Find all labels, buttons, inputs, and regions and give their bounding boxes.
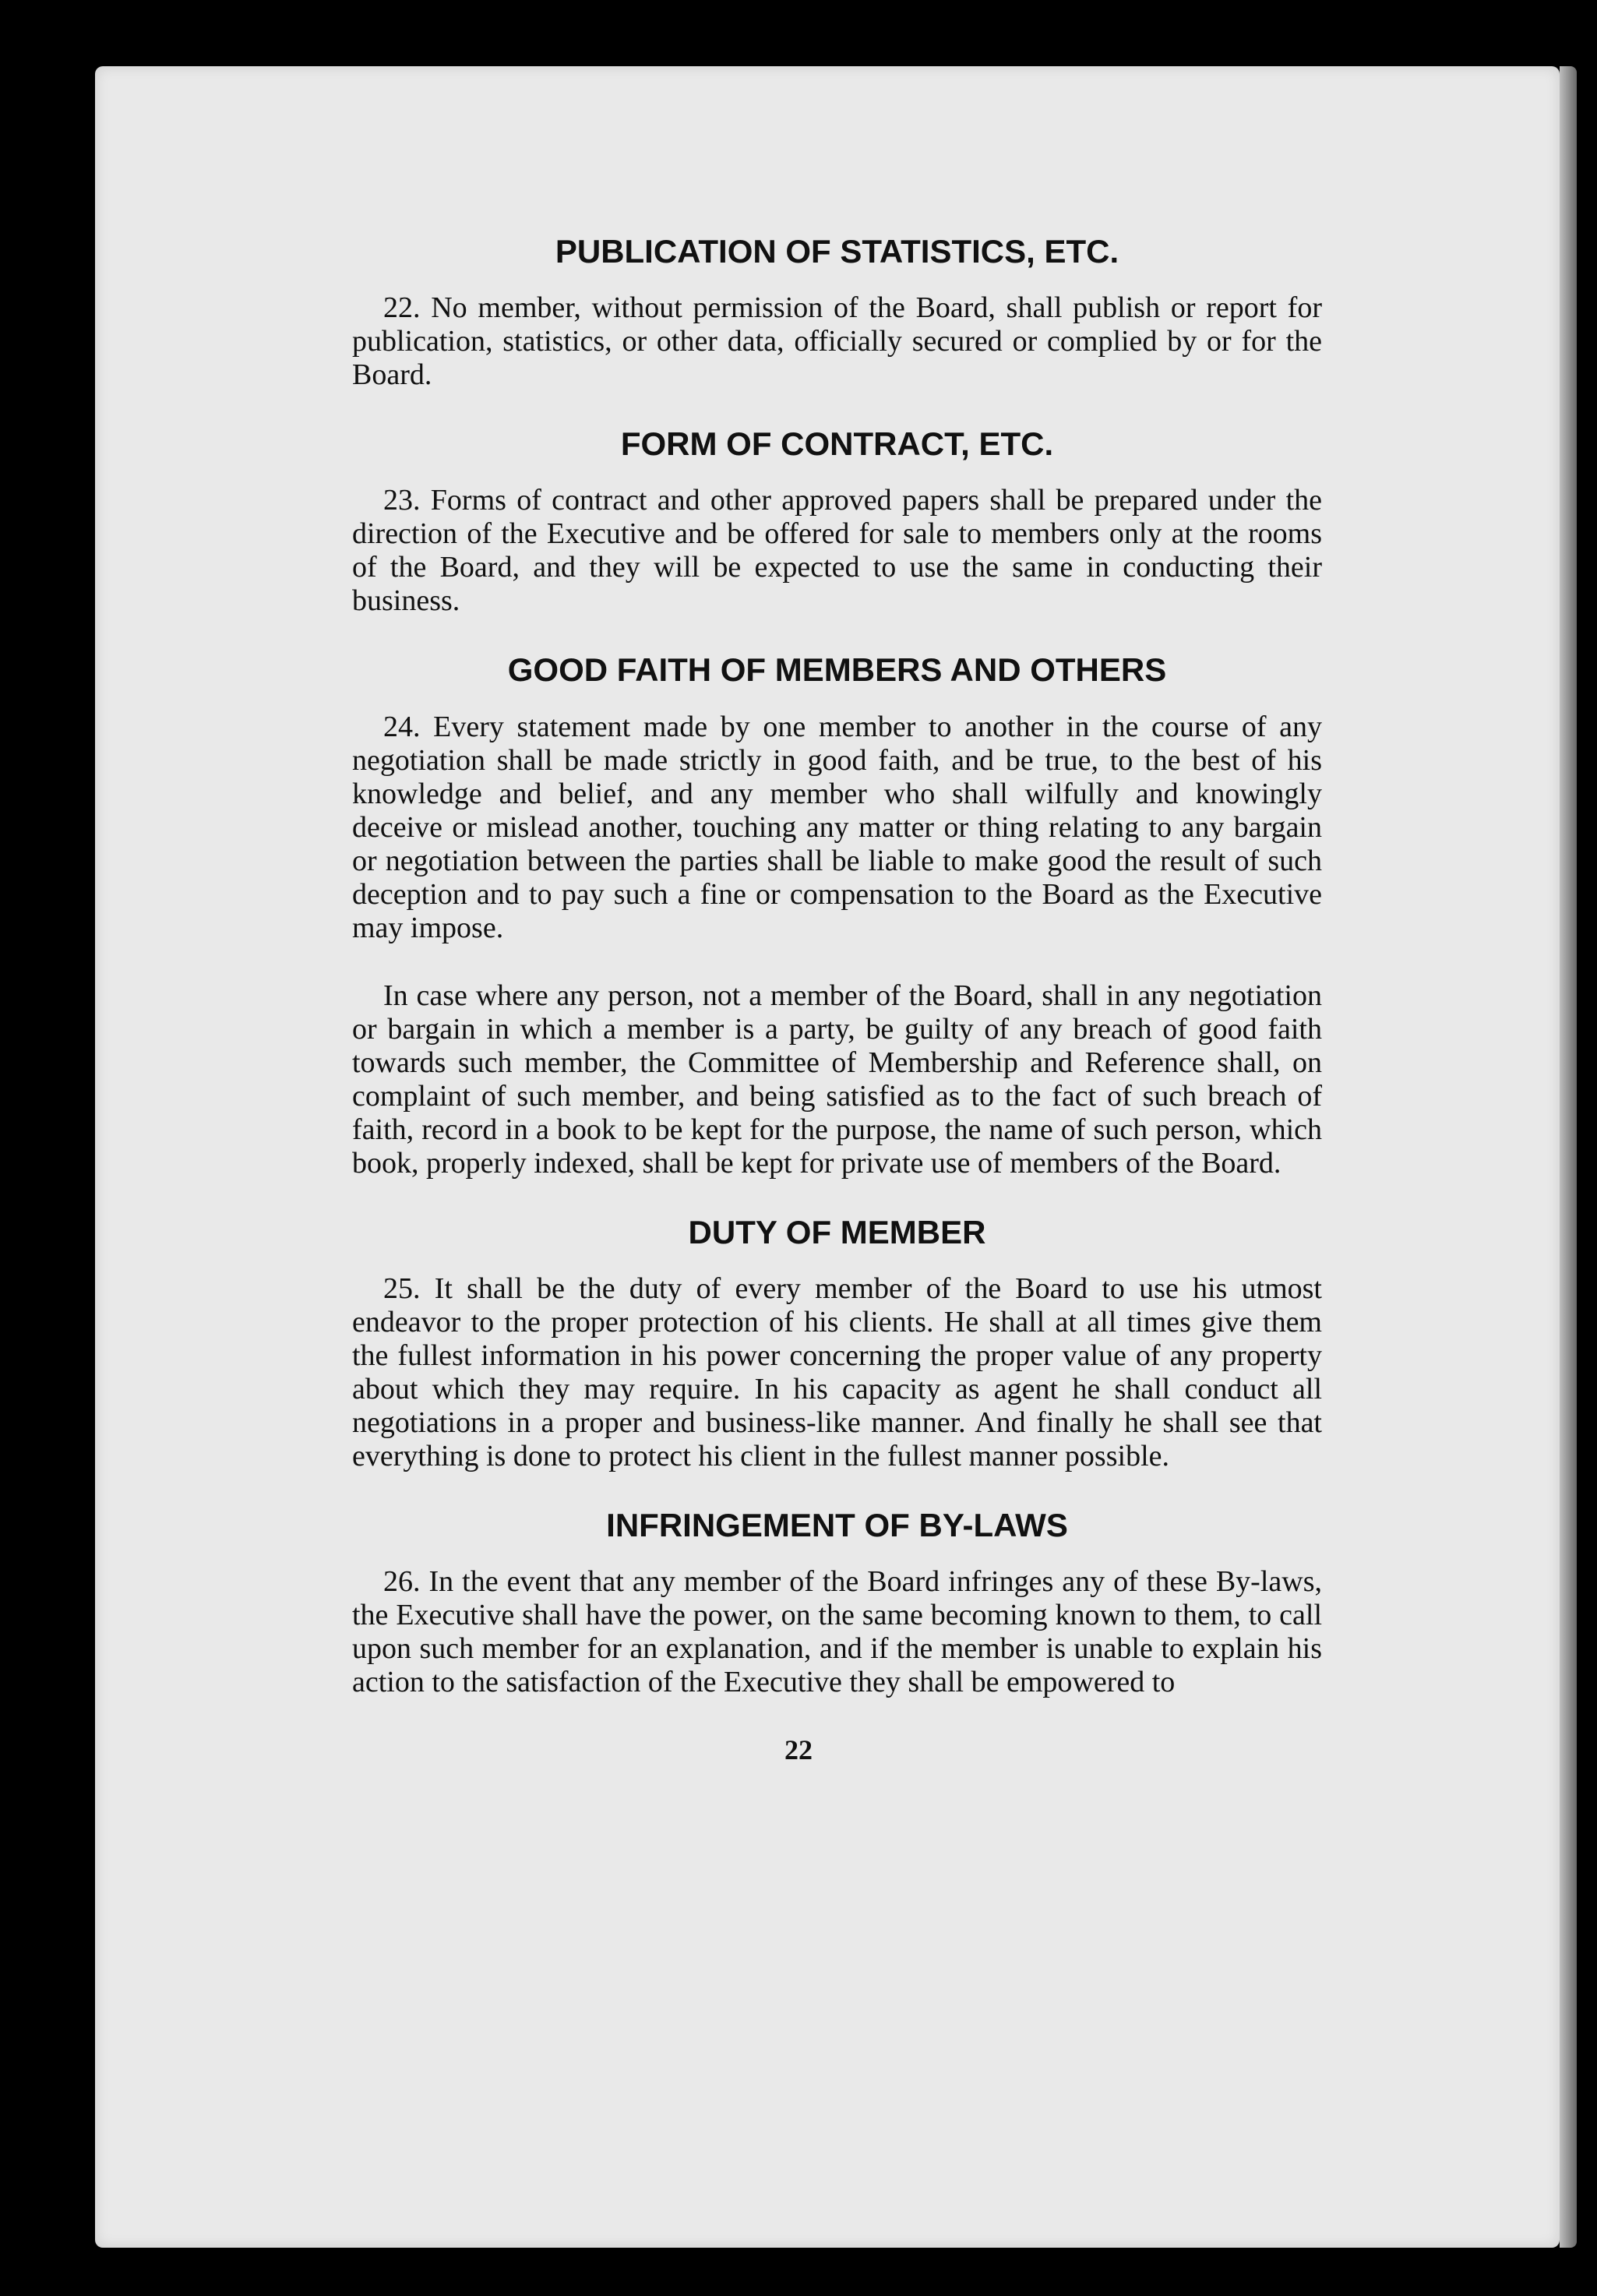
heading-infringement-of-by-laws: INFRINGEMENT OF BY-LAWS xyxy=(606,1506,1068,1543)
page-edge xyxy=(1560,66,1577,2248)
heading-publication-of-statistics: PUBLICATION OF STATISTICS, ETC. xyxy=(555,233,1119,270)
paragraph-22: 22. No member, without permission of the Board, shall publish or report for publication, statistics, or other data, officially secured or complied by or for the Board. xyxy=(352,291,1322,392)
page-number: 22 xyxy=(784,1734,813,1765)
paragraph-26: 26. In the event that any member of the Board infringes any of these By-laws, the Executive shall have the power, on the same becoming known to them, to call upon such member for an explanation, and if the member is unable to explain his action to the satisfaction of the Executive they shall be empowered to xyxy=(352,1564,1322,1698)
paragraph-25: 25. It shall be the duty of every member of the Board to use his utmost endeavor to the proper protection of his clients. He shall at all times give them the fullest information in his power concerning the proper value of any property about which they may require. In his capacity as agent he shall conduct all negotiations in a proper and business-like manner. And finally he shall see that everything is done to protect his client in the fullest manner possible. xyxy=(352,1271,1322,1472)
heading-duty-of-member: DUTY OF MEMBER xyxy=(688,1213,986,1250)
page-content xyxy=(352,234,1322,1733)
paragraph-24-continued: In case where any person, not a member of the Board, shall in any negotiation or bargain in which a member is a party, be guilty of any breach of good faith towards such member, the Committee of Membership and Reference shall, on complaint of such member, and being satisfied as to the fact of such breach of faith, record in a book to be kept for the purpose, the name of such person, which book, properly indexed, shall be kept for private use of members of the Board. xyxy=(352,979,1322,1180)
paragraph-24: 24. Every statement made by one member to another in the course of any negotiation shall be made strictly in good faith, and be true, to the best of his knowledge and belief, and any member who shall wilfully and knowingly deceive or mislead another, touching any matter or thing relating to any bargain or negotiation between the parties shall be liable to make good the result of such deception and to pay such a fine or compensation to the Board as the Executive may impose. xyxy=(352,710,1322,944)
heading-good-faith: GOOD FAITH OF MEMBERS AND OTHERS xyxy=(507,651,1167,689)
heading-form-of-contract: FORM OF CONTRACT, ETC. xyxy=(620,425,1054,463)
paragraph-23: 23. Forms of contract and other approved papers shall be prepared under the direction of the Executive and be offered for sale to members only at the rooms of the Board, and they will be expected to use the same in conducting their business. xyxy=(352,484,1322,618)
